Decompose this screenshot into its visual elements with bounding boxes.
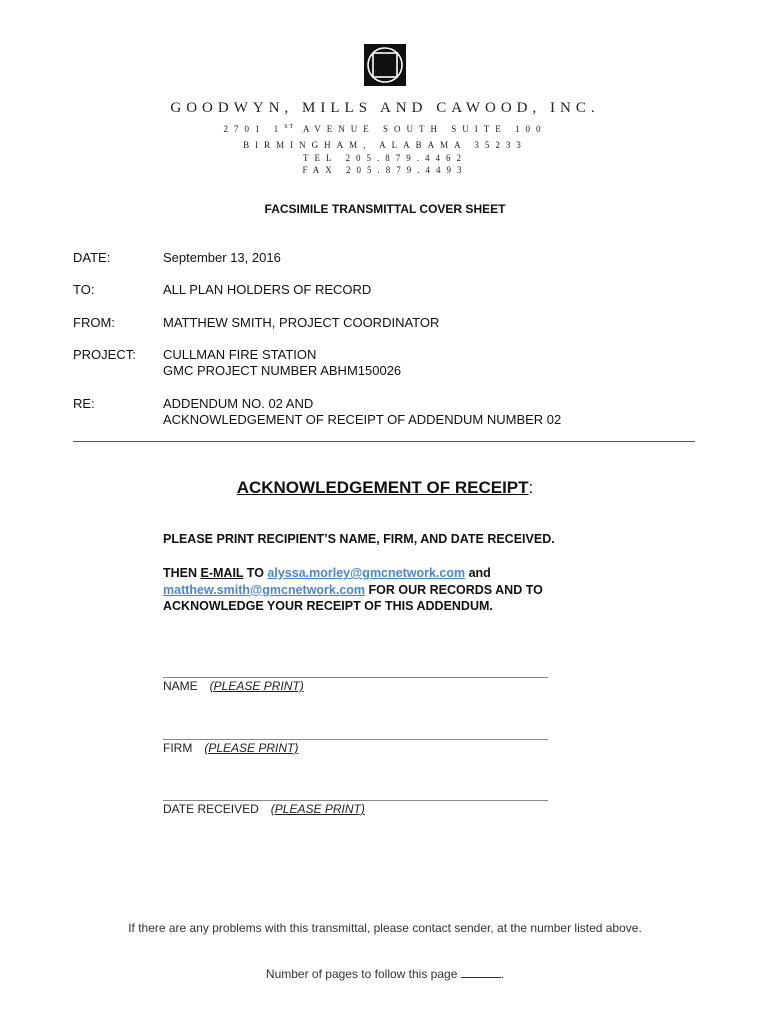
company-city: BIRMINGHAM, ALABAMA 35233 <box>243 140 527 150</box>
company-logo <box>364 44 406 86</box>
from-label: FROM: <box>73 315 115 330</box>
re-value <box>163 396 723 428</box>
footer-problems: If there are any problems with this transmittal, please contact sender, at the number listed above. <box>128 921 642 935</box>
email-link-alyssa[interactable]: alyssa.morley@gmcnetwork.com <box>267 566 466 580</box>
address-ordinal: ST <box>284 124 296 130</box>
name-field-label <box>163 679 304 693</box>
ack-title-colon: : <box>528 478 534 497</box>
project-label: PROJECT: <box>73 347 136 362</box>
date-received-field-label <box>163 802 365 816</box>
name-signature-line[interactable] <box>163 677 548 678</box>
date-received-label: DATE RECEIVED <box>163 802 259 816</box>
name-hint: (PLEASE PRINT) <box>209 679 304 693</box>
date-signature-line[interactable] <box>163 800 548 801</box>
company-tel: TEL 205.879.4462 <box>303 153 467 163</box>
firm-signature-line[interactable] <box>163 739 548 740</box>
pages-period: . <box>500 967 505 981</box>
re-line-1: ADDENDUM NO. 02 AND <box>163 396 314 411</box>
date-value: September 13, 2016 <box>163 250 281 265</box>
firm-hint: (PLEASE PRINT) <box>204 741 299 755</box>
re-label: RE: <box>73 396 95 411</box>
pages-blank[interactable] <box>461 966 501 978</box>
firm-field-label <box>163 741 298 755</box>
instruction-print: PLEASE PRINT RECIPIENT’S NAME, FIRM, AND DATE RECEIVED. <box>163 532 555 546</box>
company-address <box>0 124 770 134</box>
address-street: AVENUE SOUTH SUITE 100 <box>295 124 547 134</box>
logo-mark-icon <box>364 44 406 86</box>
company-name: GOODWYN, MILLS AND CAWOOD, INC. <box>170 100 600 116</box>
to-label: TO: <box>73 282 95 297</box>
project-number: GMC PROJECT NUMBER ABHM150026 <box>163 363 402 378</box>
email-link-matthew[interactable]: matthew.smith@gmcnetwork.com <box>163 582 366 597</box>
instr-and: and <box>465 566 491 580</box>
firm-label: FIRM <box>163 741 193 755</box>
date-received-hint: (PLEASE PRINT) <box>270 802 365 816</box>
company-fax: FAX 205.879.4493 <box>302 165 468 175</box>
sheet-title: FACSIMILE TRANSMITTAL COVER SHEET <box>264 202 506 216</box>
ack-title <box>0 478 770 498</box>
project-value <box>163 347 723 379</box>
date-label: DATE: <box>73 250 111 265</box>
project-name: CULLMAN FIRE STATION <box>163 347 317 362</box>
address-number: 2701 1 <box>223 124 285 134</box>
instruction-email <box>163 565 603 615</box>
section-divider <box>73 441 695 442</box>
name-label: NAME <box>163 679 198 693</box>
re-line-2: ACKNOWLEDGEMENT OF RECEIPT OF ADDENDUM NUMBER 02 <box>163 412 562 427</box>
instr-email-word: E-MAIL <box>200 566 244 580</box>
to-value: ALL PLAN HOLDERS OF RECORD <box>163 282 372 297</box>
from-value: MATTHEW SMITH, PROJECT COORDINATOR <box>163 315 440 330</box>
instr-then: THEN <box>163 566 201 580</box>
ack-title-text: ACKNOWLEDGEMENT OF RECEIPT <box>236 478 529 497</box>
instr-rest: FOR OUR RECORDS AND TO ACKNOWLEDGE YOUR RECEIPT OF THIS ADDENDUM. <box>163 582 543 613</box>
pages-label: Number of pages to follow this page <box>265 967 458 981</box>
footer-pages <box>0 966 770 981</box>
instr-to: TO <box>243 566 268 580</box>
